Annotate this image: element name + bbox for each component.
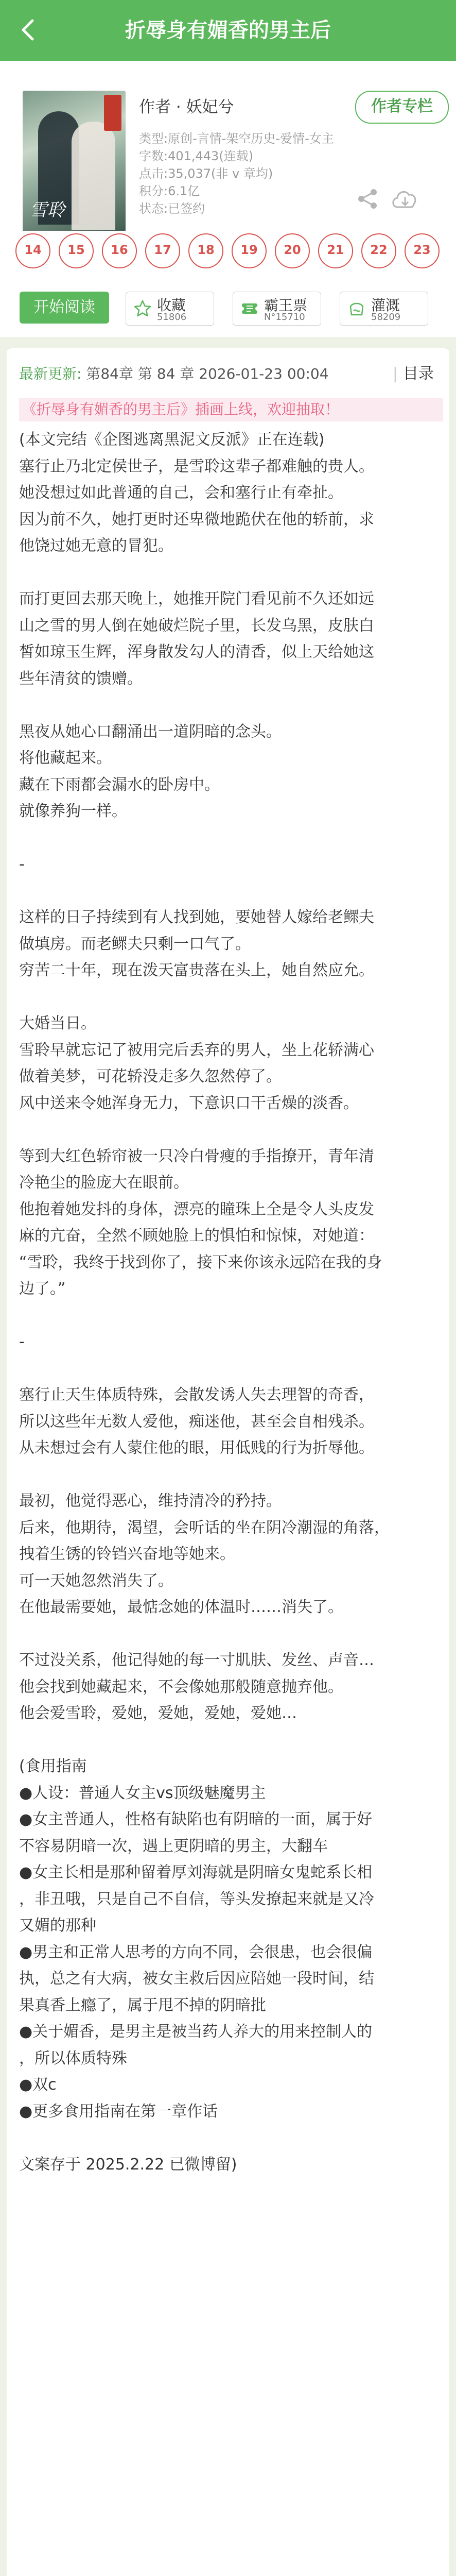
synopsis-line: 藏在下雨都会漏水的卧房中。	[19, 775, 220, 794]
cover-figure	[72, 122, 115, 230]
latest-update[interactable]	[19, 359, 329, 389]
badge-16[interactable]: 16	[102, 233, 137, 268]
illustration-notice[interactable]: 《折辱身有媚香的男主后》插画上线，欢迎抽取！	[19, 398, 443, 421]
synopsis-line: ●更多食用指南在第一章作话	[19, 2102, 218, 2121]
synopsis-line: 他会找到她藏起来，不会像她那般随意抛弃他。	[19, 1677, 343, 1696]
badge-18[interactable]: 18	[188, 233, 223, 268]
book-meta-clicks: 点击:35,037(非 v 章均)	[139, 166, 273, 181]
divider: |	[392, 365, 398, 383]
synopsis-line	[19, 984, 445, 1011]
synopsis-line	[19, 1302, 445, 1329]
synopsis-line: 风中送来令她浑身无力，下意识口干舌燥的淡香。	[19, 1094, 359, 1112]
synopsis-line: 不容易阴暗一次，遇上更阴暗的男主，大翻车	[19, 1837, 328, 1855]
synopsis-line: 可一天她忽然消失了。	[19, 1571, 173, 1590]
synopsis-line: 这样的日子持续到有人找到她，要她替人嫁给老鳏夫	[19, 908, 374, 926]
synopsis-line: 他会爱雪聆，爱她，爱她，爱她，爱她…	[19, 1704, 297, 1722]
synopsis-line	[19, 1727, 445, 1754]
synopsis-line	[19, 692, 445, 719]
content-card	[7, 348, 449, 2576]
synopsis-line: (本文完结《企图逃离黑泥文反派》正在连载)	[19, 431, 325, 449]
synopsis-line: 从未想过会有人蒙住他的眼，用低贱的行为折辱他。	[19, 1439, 374, 1457]
latest-update-text: 第84章 第 84 章 2026-01-23 00:04	[86, 365, 329, 382]
page-title: 折辱身有媚香的男主后	[125, 19, 331, 42]
start-reading-button[interactable]: 开始阅读	[20, 292, 109, 324]
ticket-label: 霸王票	[264, 297, 308, 314]
synopsis-line	[19, 1116, 445, 1143]
synopsis-line: 麻的亢奋，全然不顾她脸上的惧怕和惊悚，对她道：	[19, 1227, 374, 1245]
synopsis-line: 最初，他觉得恶心，维持清冷的矜持。	[19, 1492, 282, 1510]
synopsis-line: 文案存于 2025.2.22 已微博留)	[19, 2155, 237, 2174]
synopsis-line: 做填房。而老鳏夫只剩一口气了。	[19, 935, 251, 953]
ticket-button[interactable]	[233, 292, 321, 326]
synopsis-line: 后来，他期待，渴望，会听话的坐在阴冷潮湿的角落，	[19, 1518, 390, 1537]
synopsis-line: 她没想过如此普通的自己，会和塞行止有牵扯。	[19, 484, 343, 502]
synopsis-line: 所以这些年无数人爱他，痴迷他，甚至会自相残杀。	[19, 1412, 374, 1431]
synopsis-line: 他抱着她发抖的身体，漂亮的瞳珠上全是令人头皮发	[19, 1200, 374, 1218]
download-icon[interactable]	[390, 187, 420, 211]
synopsis-line: 山之雪的男人倒在她破烂院子里，长发乌黑，皮肤白	[19, 616, 374, 635]
catalog-label: 目录	[403, 365, 434, 383]
synopsis-line: ●男主和正常人思考的方向不同，会很患，也会很偏	[19, 1943, 373, 1961]
synopsis-line: ，所以体质特殊	[19, 2049, 127, 2067]
book-meta-score: 积分:6.1亿	[139, 184, 200, 198]
synopsis-line: 塞行止乃北定侯世子，是雪聆这辈子都难触的贵人。	[19, 457, 374, 476]
synopsis-line: -	[19, 855, 25, 873]
synopsis-line: 又媚的那种	[19, 1917, 96, 1935]
synopsis-line	[19, 1355, 445, 1382]
synopsis-line: 因为前不久，她打更时还卑微地跪伏在他的轿前，求	[19, 510, 374, 529]
synopsis-line: 果真香上瘾了，属于甩不掉的阴暗批	[19, 1996, 266, 2014]
synopsis-line: 执，总之有大病，被女主救后因应陪她一段时间，结	[19, 1970, 374, 1988]
author-name[interactable]: 作者 · 妖妃兮	[139, 98, 234, 116]
synopsis-line: ●女主长相是那种留着厚刘海就是阴暗女鬼蛇系长相	[19, 1863, 373, 1882]
synopsis-line: 不过没关系，他记得她的每一寸肌肤、发丝、声音…	[19, 1651, 374, 1669]
synopsis-line: 将他藏起来。	[19, 749, 112, 767]
badge-22[interactable]: 22	[361, 233, 396, 268]
book-cover[interactable]	[23, 91, 126, 232]
synopsis-line	[19, 825, 445, 852]
irrigate-button[interactable]	[340, 292, 428, 326]
irrigate-count: 58209	[371, 312, 401, 323]
badge-19[interactable]: 19	[232, 233, 267, 268]
synopsis-line: “雪聆，我终于找到你了，接下来你该永远陪在我的身	[19, 1253, 382, 1272]
synopsis-line: 黑夜从她心口翻涌出一道阴暗的念头。	[19, 722, 282, 741]
book-meta-status: 状态:已签约	[139, 201, 205, 216]
synopsis-line: ●关于媚香，是男主是被当药人养大的用来控制人的	[19, 2023, 373, 2041]
favorite-label: 收藏	[157, 297, 186, 314]
cover-seal	[104, 95, 121, 131]
synopsis-line	[19, 1462, 445, 1488]
badge-row	[0, 231, 456, 274]
book-header	[0, 61, 456, 231]
badge-17[interactable]: 17	[145, 233, 180, 268]
book-meta-wordcount: 字数:401,443(连载)	[139, 149, 254, 163]
favorite-button[interactable]	[126, 292, 214, 326]
top-bar	[0, 0, 456, 61]
synopsis	[19, 427, 445, 2178]
ticket-icon	[240, 299, 259, 318]
star-icon	[133, 299, 152, 318]
favorite-count: 51806	[157, 312, 187, 323]
synopsis-line: (食用指南	[19, 1757, 87, 1775]
synopsis-line: 做着美梦，可花轿没走多久忽然停了。	[19, 1067, 282, 1086]
badge-14[interactable]: 14	[15, 233, 50, 268]
badge-20[interactable]: 20	[275, 233, 310, 268]
synopsis-line: 拽着生锈的铃铛兴奋地等她来。	[19, 1545, 235, 1563]
bottle-icon	[347, 299, 366, 318]
book-meta-type: 类型:原创-言情-架空历史-爱情-女主	[139, 131, 334, 146]
latest-update-label: 最新更新:	[19, 365, 82, 382]
synopsis-line	[19, 2125, 445, 2151]
synopsis-line: 等到大红色轿帘被一只冷白骨瘦的手指撩开，青年清	[19, 1147, 374, 1165]
badge-15[interactable]: 15	[59, 233, 94, 268]
badge-21[interactable]: 21	[318, 233, 353, 268]
synopsis-line: 雪聆早就忘记了被用完后丢弃的男人，坐上花轿满心	[19, 1041, 374, 1059]
catalog-link[interactable]	[393, 359, 434, 389]
synopsis-line: 就像养狗一样。	[19, 802, 127, 820]
synopsis-line: ●人设：普通人女主vs顶级魅魔男主	[19, 1784, 266, 1802]
synopsis-line: 边了。”	[19, 1280, 66, 1298]
synopsis-line: ●女主普通人，性格有缺陷也有阴暗的一面，属于好	[19, 1810, 373, 1828]
synopsis-line: 塞行止天生体质特殊，会散发诱人失去理智的奇香，	[19, 1386, 374, 1404]
action-row	[0, 274, 456, 337]
synopsis-line: 在他最需要她，最惦念她的体温时……消失了。	[19, 1598, 343, 1616]
author-column-button[interactable]: 作者专栏	[355, 91, 449, 124]
synopsis-line	[19, 878, 445, 905]
synopsis-line: 些年清贫的馈赠。	[19, 669, 143, 688]
synopsis-line: -	[19, 1333, 25, 1351]
synopsis-line: ，非丑哦，只是自己不自信，等头发撩起来就是又冷	[19, 1890, 374, 1908]
synopsis-line: 皙如琼玉生辉，浑身散发勾人的清香，似上天给她这	[19, 643, 374, 661]
synopsis-line: 穷苦二十年，现在泼天富贵落在头上，她自然应允。	[19, 961, 374, 979]
irrigate-label: 灌溉	[371, 297, 400, 314]
synopsis-line	[19, 1621, 445, 1648]
share-icon[interactable]	[356, 188, 379, 210]
cover-calligraphy: 雪聆	[30, 200, 65, 221]
synopsis-line: 大婚当日。	[19, 1014, 96, 1032]
badge-23[interactable]: 23	[405, 233, 440, 268]
synopsis-line: 而打更回去那天晚上，她推开院门看见前不久还如远	[19, 590, 374, 608]
synopsis-line: 他饶过她无意的冒犯。	[19, 537, 173, 555]
synopsis-line: ●双c	[19, 2076, 57, 2094]
synopsis-line: 冷艳尘的脸庞大在眼前。	[19, 1174, 189, 1192]
ticket-count: N°15710	[264, 312, 305, 323]
synopsis-line	[19, 560, 445, 586]
